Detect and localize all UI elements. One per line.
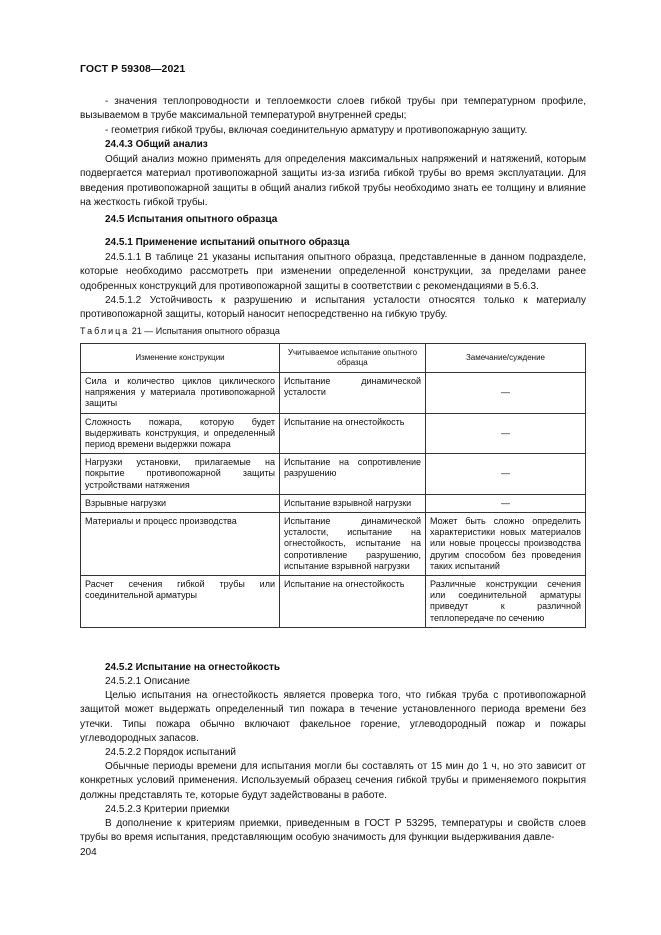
table-row (81, 413, 586, 454)
table-header-cell: Учитываемое испытание опытного образца (280, 344, 426, 373)
table-header-row (81, 344, 586, 373)
table-cell: Испытание на сопротивление разрушению (280, 454, 426, 495)
table-cell: Сила и количество циклов циклического напряжения у материала противопожарной защиты (81, 373, 280, 414)
subsection-24-5-2-3-title: 24.5.2.3 Критерии приемки (105, 804, 230, 815)
paragraph-24-5-2-3-body: В дополнение к критериям приемки, приведенным в ГОСТ Р 53295, температуры и свойств слоев трубы во время испытания, представляющим особую значимость для функции выдерживания давле- (80, 818, 586, 844)
table-cell: Сложность пожара, которую будет выдерживать конструкция, и определенный период времени выдержки пожара (81, 413, 280, 454)
prototype-tests-table (80, 343, 586, 628)
table-row (81, 454, 586, 495)
page-number: 204 (80, 847, 97, 858)
paragraph-24-5-2-2-body: Обычные периоды времени для испытания могли бы составлять от 15 мин до 1 ч, но это зависит от конкретных условий применения. Используемый образец сечения гибкой трубы и применяемого покрытия должны представлять те, которые будут задействованы в работе. (80, 761, 586, 801)
table-header-cell: Изменение конструкции (81, 344, 280, 373)
paragraph-24-5-2-1-body: Целью испытания на огнестойкость является проверка того, что гибкая труба с противопожарной защитой может выдержать определенный тип пожара в течение установленного периода времени без утечки. Типы пожара обычно включают факельное горение, углеводородный пожар и пожары углеводородных запасов. (80, 690, 586, 745)
intro-paragraph-2: - геометрия гибкой трубы, включая соединительную арматуру и противопожарную защиту. (105, 125, 528, 136)
table-row (81, 494, 586, 512)
table-row (81, 576, 586, 628)
table-cell: Испытание динамической усталости, испытание на огнестойкость, испытание на сопротивление разрушению, испытание взрывной нагрузки (280, 513, 426, 576)
table-cell: Испытание динамической усталости (280, 373, 426, 414)
table-cell: Взрывные нагрузки (81, 494, 280, 512)
section-24-5-heading: 24.5 Испытания опытного образца (105, 214, 278, 225)
subsection-24-5-2-1-title: 24.5.2.1 Описание (105, 676, 190, 687)
table-cell: Материалы и процесс производства (81, 513, 280, 576)
section-24-5-1-heading: 24.5.1 Применение испытаний опытного образца (105, 237, 350, 248)
section-24-4-3-heading: 24.4.3 Общий анализ (105, 139, 208, 150)
table-cell: — (426, 494, 586, 512)
table-cell: Испытание взрывной нагрузки (280, 494, 426, 512)
section-24-5-2-heading: 24.5.2 Испытание на огнестойкость (105, 662, 281, 673)
table-cell: Может быть сложно определить характеристики новых материалов или новые процессы производства другим способом без проведения таких испытаний (426, 513, 586, 576)
document-header: ГОСТ Р 59308—2021 (80, 63, 186, 75)
table-caption-title: 21 — Испытания опытного образца (129, 326, 280, 336)
paragraph-24-5-1-1: 24.5.1.1 В таблице 21 указаны испытания опытного образца, представленные в данном подразделе, которые необходимо рассмотреть при изменении определенной конструкции, за пределами ранее одобренных конструкций для противопожарной защиты в соответствии с рекомендациями в 5.6.3. (80, 252, 586, 292)
table-cell: Испытание на огнестойкость (280, 413, 426, 454)
table-cell: Расчет сечения гибкой трубы или соединительной арматуры (81, 576, 280, 628)
section-24-4-3-body: Общий анализ можно применять для определения максимальных напряжений и натяжений, которым подвергается материал противопожарной защиты из-за изгиба гибкой трубы во время эксплуатации. Для введения противопожарной защиты в общий анализ гибкой трубы необходимо знать ее толщину и влияние на жесткость гибкой трубы. (80, 154, 586, 209)
paragraph-24-5-1-2: 24.5.1.2 Устойчивость к разрушению и испытания усталости относятся только к материалу противопожарной защиты, который наносит непосредственно на гибкую трубу. (80, 295, 586, 321)
table-cell: — (426, 454, 586, 495)
table-row (81, 513, 586, 576)
intro-paragraph-1: - значения теплопроводности и теплоемкости слоев гибкой трубы при температурном профиле, вызываемом в трубе максимальной температурой внутренней среды; (80, 96, 586, 122)
table-cell: — (426, 373, 586, 414)
table-caption-prefix: Таблица (80, 326, 130, 336)
table-cell: Испытание на огнестойкость (280, 576, 426, 628)
table-header-cell: Замечание/суждение (426, 344, 586, 373)
table-caption (80, 326, 280, 336)
subsection-24-5-2-2-title: 24.5.2.2 Порядок испытаний (105, 747, 236, 758)
table-cell: — (426, 413, 586, 454)
table-row (81, 373, 586, 414)
table-cell: Нагрузки установки, прилагаемые на покрытие противопожарной защиты устройствами натяжения (81, 454, 280, 495)
table-cell: Различные конструкции сечения или соединительной арматуры приведут к различной теплопередаче по сечению (426, 576, 586, 628)
